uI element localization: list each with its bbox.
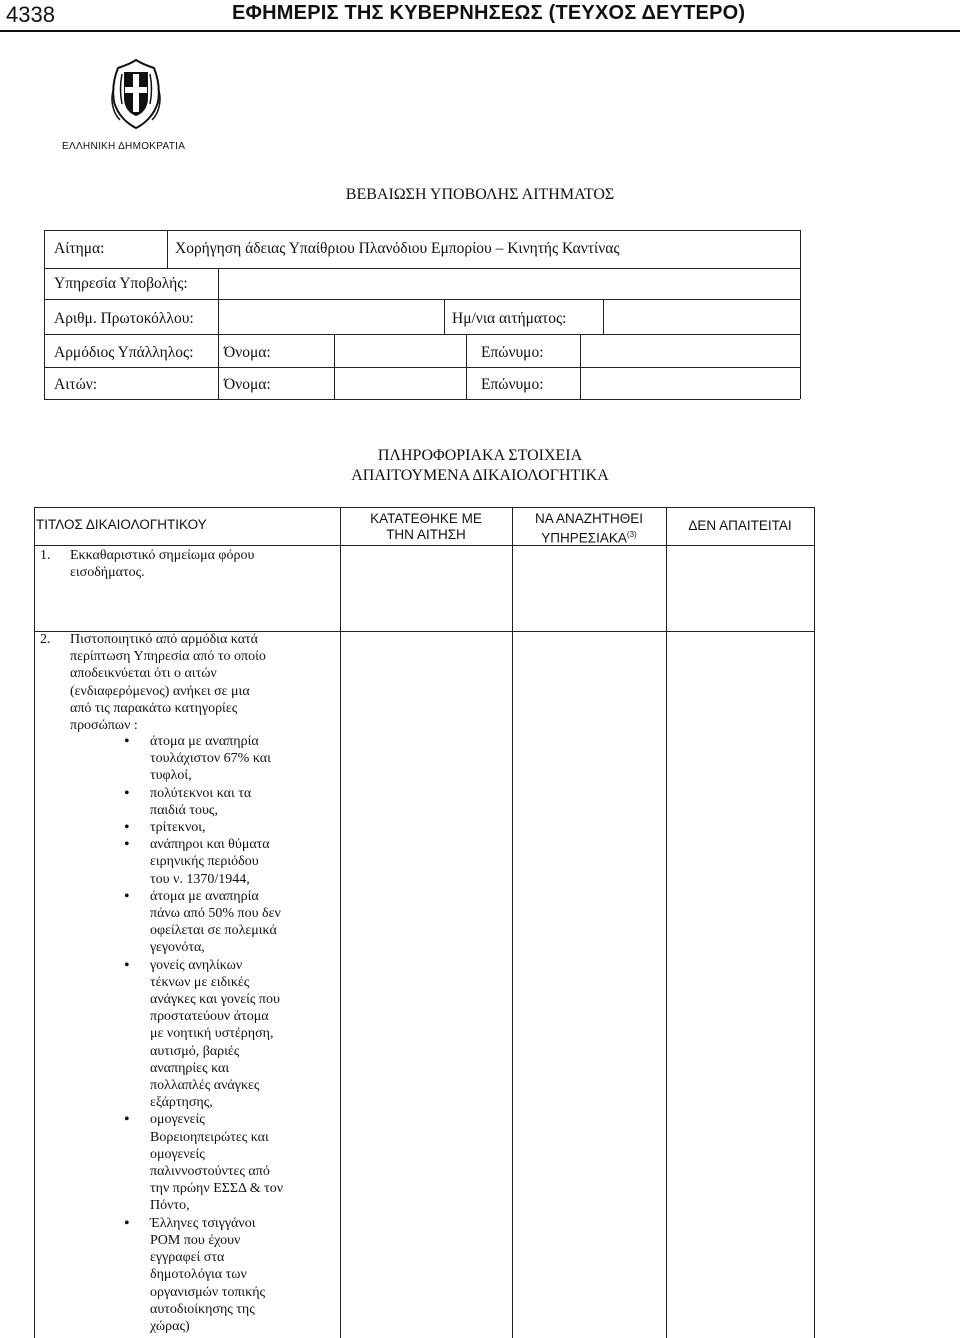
service-label: Υπηρεσία Υποβολής: <box>54 275 188 292</box>
list-item: • τρίτεκνοι, <box>124 819 334 836</box>
header-rule <box>0 30 960 32</box>
col-to-be-searched: ΝΑ ΑΝΑΖΗΤΗΘΕΙ ΥΠΗΡΕΣΙΑΚΑ$^{(3)}$ <box>534 511 644 546</box>
list-item: • άτομα με αναπηρία πάνω από 50% που δεν οφείλεται σε πολεμικά γεγονότα, <box>124 888 334 957</box>
officer-label: Αρμόδιος Υπάλληλος: <box>54 344 194 361</box>
list-item: • ομογενείς Βορειοηπειρώτες και ομογενείς παλιννοστούντες από την πρώην ΕΣΣΔ & τον Πόντο, <box>124 1111 334 1214</box>
info-heading: ΠΛΗΡΟΦΟΡΙΑΚΑ ΣΤΟΙΧΕΙΑ <box>377 447 583 464</box>
request-value: Χορήγηση άδειας Υπαίθριου Πλανόδιου Εμπορίου – Κινητής Καντίνας <box>175 240 620 257</box>
page-number: 4338 <box>6 2 55 27</box>
list-item: • γονείς ανηλίκων τέκνων με ειδικές ανάγκες και γονείς που προστατεύουν άτομα με νοητική υστέρηση, αυτισμό, βαριές αναπηρίες και πολλαπλές ανάγκες εξάρτησης, <box>124 957 334 1112</box>
list-item: • Έλληνες τσιγγάνοι ΡΟΜ που έχουν εγγραφεί στα δημοτολόγια των οργανισμών τοπικής αυτοδιοίκησης της χώρας) <box>124 1215 334 1335</box>
republic-caption: ΕΛΛΗΝΙΚΗ ΔΗΜΟΚΡΑΤΙΑ <box>62 141 186 152</box>
greek-coat-of-arms-icon <box>104 58 168 130</box>
list-item: • άτομα με αναπηρία τουλάχιστον 67% και τυφλοί, <box>124 733 334 785</box>
list-item: • ανάπηροι και θύματα ειρηνικής περιόδου του ν. 1370/1944, <box>124 836 334 888</box>
officer-name-label: Όνομα: <box>224 344 271 361</box>
col-not-required: ΔΕΝ ΑΠΑΙΤΕΙΤΑΙ <box>688 518 792 533</box>
required-docs-heading: ΑΠΑΙΤΟΥΜΕΝΑ ΔΙΚΑΙΟΛΟΓΗΤΙΚΑ <box>351 467 609 484</box>
page-header <box>0 0 960 34</box>
protocol-label: Αριθμ. Πρωτοκόλλου: <box>54 310 194 327</box>
applicant-label: Αιτών: <box>54 376 98 393</box>
applicant-surname-label: Επώνυμο: <box>481 376 544 393</box>
officer-surname-label: Επώνυμο: <box>481 344 544 361</box>
form-title: ΒΕΒΑΙΩΣΗ ΥΠΟΒΟΛΗΣ ΑΙΤΗΜΑΤΟΣ <box>345 186 615 203</box>
gazette-title: ΕΦΗΜΕΡΙΣ ΤΗΣ ΚΥΒΕΡΝΗΣΕΩΣ (ΤΕΥΧΟΣ ΔΕΥΤΕΡΟ) <box>232 2 746 24</box>
request-date-label: Ημ/νια αιτήματος: <box>452 310 567 327</box>
list-item: • πολύτεκνοι και τα παιδιά τους, <box>124 785 334 819</box>
applicant-name-label: Όνομα: <box>224 376 271 393</box>
request-label: Αίτημα: <box>54 240 105 257</box>
col-document-title: ΤΙΤΛΟΣ ΔΙΚΑΙΟΛΟΓΗΤΙΚΟΥ <box>36 517 207 532</box>
col-submitted: ΚΑΤΑΤΕΘΗΚΕ ΜΕ ΤΗΝ ΑΙΤΗΣΗ <box>370 511 482 542</box>
category-bullet-list <box>124 733 334 1335</box>
document-item-1: 1. Εκκαθαριστικό σημείωμα φόρου εισοδήματος. <box>40 548 255 581</box>
document-item-2: 2. Πιστοποιητικό από αρμόδια κατά περίπτωση Υπηρεσία από το οποίο αποδεικνύεται ότι ο αιτών (ενδιαφερόμενος) ανήκει σε μια από τις παρακάτω κατηγορίες προσώπων : <box>40 632 266 734</box>
